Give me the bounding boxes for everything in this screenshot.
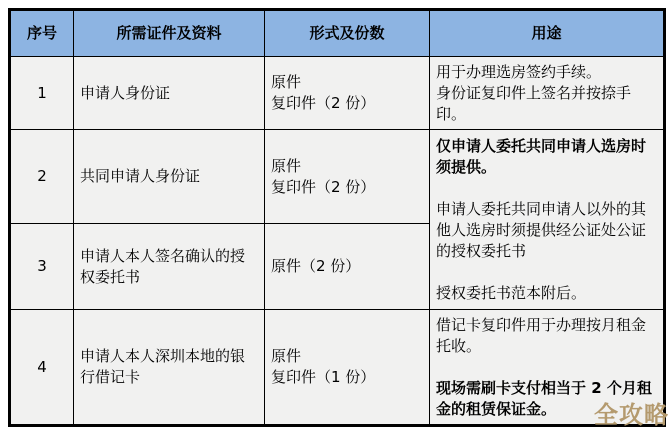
watermark-text: 全攻略 [594,401,669,429]
row-number: 4 [10,310,74,426]
usage-paragraph: 授权委托书范本附后。 [436,283,587,302]
usage-paragraph: 用于办理选房签约手续。 [436,62,602,81]
row-number: 2 [10,130,74,224]
form-line: 原件 [271,347,302,365]
form-cell [265,224,430,310]
usage-paragraph: 身份证复印件上签名并按捺手印。 [436,83,632,123]
doc-name: 申请人本人签名确认的授权委托书 [74,224,265,310]
table-row [10,130,665,224]
form-cell [265,130,430,224]
requirements-table [8,8,666,427]
doc-name: 申请人身份证 [74,57,265,130]
row-number: 1 [10,57,74,130]
usage-paragraph-bold: 仅申请人委托共同申请人选房时须提供。 [436,136,647,176]
form-line: 复印件（2 份） [271,177,376,196]
usage-paragraph: 借记卡复印件用于办理按月租金托收。 [436,315,647,355]
header-cell-form: 形式及份数 [265,10,430,57]
form-line: 复印件（1 份） [271,368,376,386]
table-header-row [10,10,665,57]
usage-paragraph: 申请人委托共同申请人以外的其他人选房时须提供经公证处公证的授权委托书 [436,199,647,260]
row-number: 3 [10,224,74,310]
table-row [10,310,665,426]
doc-name: 申请人本人深圳本地的银行借记卡 [74,310,265,426]
table-row [10,57,665,130]
usage-cell [430,57,665,130]
usage-cell-merged [430,130,665,310]
form-line: 原件（2 份） [271,257,361,275]
form-line: 原件 [271,73,302,91]
doc-name: 共同申请人身份证 [74,130,265,224]
document-sheet [8,8,666,427]
usage-paragraph-bold: 现场需刷卡支付相当于 2 个月租金的租赁保证金。 [436,378,652,418]
form-cell [265,310,430,426]
form-cell [265,57,430,130]
header-cell-doc: 所需证件及资料 [74,10,265,57]
form-line: 复印件（2 份） [271,94,376,112]
header-cell-use: 用途 [430,10,665,57]
form-line: 原件 [271,156,302,175]
header-cell-no: 序号 [10,10,74,57]
